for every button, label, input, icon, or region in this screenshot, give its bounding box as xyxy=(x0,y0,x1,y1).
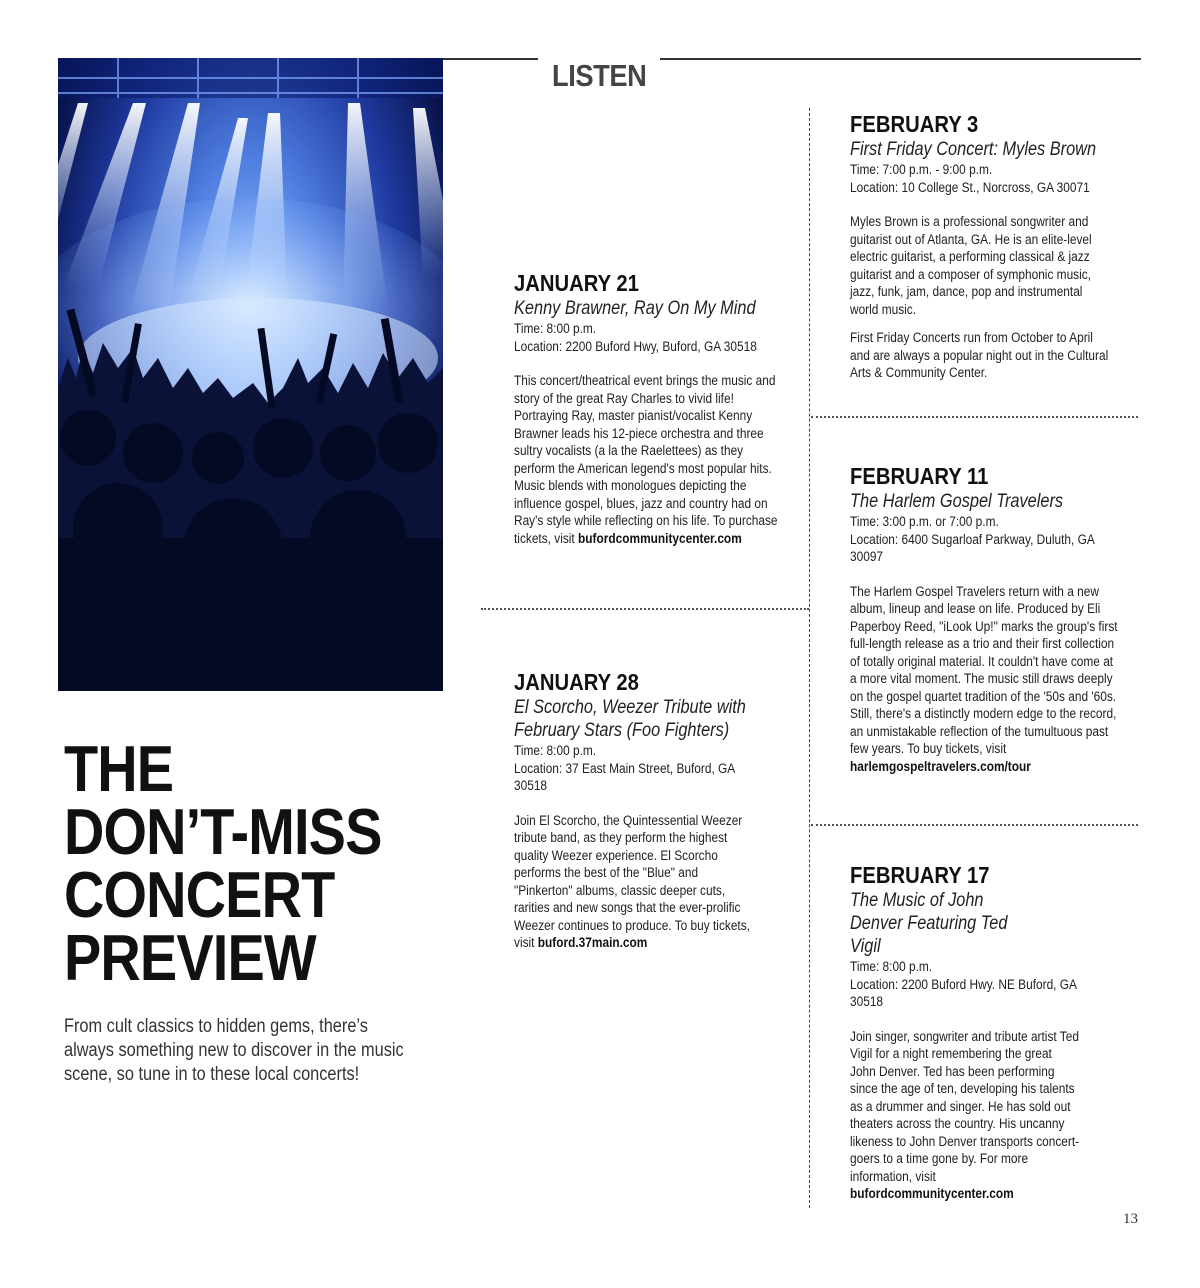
event-title: First Friday Concert: Myles Brown xyxy=(850,139,1097,160)
header-rule-right xyxy=(660,58,1141,60)
event-date: FEBRUARY 17 xyxy=(850,862,990,888)
event-january-21 xyxy=(514,269,804,547)
event-date: JANUARY 28 xyxy=(514,669,639,695)
event-note: First Friday Concerts run from October to April and are always a popular night out in the Cultural Arts & Community Center. xyxy=(850,330,1109,380)
event-link[interactable]: harlemgospeltravelers.com/tour xyxy=(850,758,1031,774)
page-number: 13 xyxy=(1123,1211,1138,1227)
event-description xyxy=(514,372,778,547)
event-divider xyxy=(481,608,809,610)
event-february-3 xyxy=(850,110,1140,382)
event-february-17 xyxy=(850,861,1140,1203)
event-time: Time: 3:00 p.m. or 7:00 p.m. xyxy=(850,514,999,529)
event-location: Location: 10 College St., Norcross, GA 30071 xyxy=(850,179,1090,195)
event-location: Location: 2200 Buford Hwy. NE Buford, GA 30518 xyxy=(850,976,1077,1009)
headline-line: PREVIEW xyxy=(64,921,316,994)
event-description: Myles Brown is a professional songwriter and guitarist out of Atlanta, GA. He is an elite-level electric guitarist, a performing classical & jazz guitarist and a composer of symphonic music, jazz, funk, jam, dance, pop and instrumental world music. xyxy=(850,214,1092,317)
headline-line: THE xyxy=(64,732,174,805)
event-location: Location: 37 East Main Street, Buford, GA 30518 xyxy=(514,760,735,793)
headline-line: DON’T-MISS xyxy=(64,795,382,868)
event-date: FEBRUARY 3 xyxy=(850,111,979,137)
event-february-11 xyxy=(850,462,1140,775)
headline-line: CONCERT xyxy=(64,858,335,931)
event-description xyxy=(850,583,1119,776)
description-text: Join singer, songwriter and tribute artist Ted Vigil for a night remembering the great John Denver. Ted has been performing since the age of ten, developing his talents as a drummer and singer. He has sold out theaters across the country. His uncanny likeness to John Denver transports concert-goers to a time gone by. For more information, visit xyxy=(850,1028,1080,1184)
event-location: Location: 2200 Buford Hwy, Buford, GA 30518 xyxy=(514,338,757,354)
event-date: JANUARY 21 xyxy=(514,270,639,296)
event-january-28 xyxy=(514,668,804,952)
description-text: The Harlem Gospel Travelers return with a new album, lineup and lease on life. Produced by Eli Paperboy Reed, "iLook Up!" marks the group's first full-length release as a trio and their first collection of totally original material. It couldn't have come at a more vital moment. The music still draws deeply on the gospel quartet tradition of the '50s and '60s. Still, there's a distinctly modern edge to the record, an unmistakable reflection of the tumultuous past few years. To buy tickets, visit xyxy=(850,583,1118,756)
feature-headline xyxy=(64,732,391,994)
event-link[interactable]: bufordcommunitycenter.com xyxy=(578,530,742,546)
section-label: LISTEN xyxy=(552,58,647,93)
event-title: El Scorcho, Weezer Tribute with February Stars (Foo Fighters) xyxy=(514,697,746,741)
event-time: Time: 8:00 p.m. xyxy=(514,743,597,758)
event-link[interactable]: buford.37main.com xyxy=(537,935,648,950)
event-time: Time: 8:00 p.m. xyxy=(514,321,597,336)
event-date: FEBRUARY 11 xyxy=(850,463,989,489)
column-divider xyxy=(809,108,810,1208)
event-time: Time: 7:00 p.m. - 9:00 p.m. xyxy=(850,162,993,177)
event-link[interactable]: bufordcommunitycenter.com xyxy=(850,1186,1014,1201)
feature-intro: From cult classics to hidden gems, there’s always something new to discover in the music scene, so tune in to these local concerts! xyxy=(64,1016,404,1085)
event-divider xyxy=(811,416,1138,418)
event-time: Time: 8:00 p.m. xyxy=(850,959,933,974)
description-text: This concert/theatrical event brings the music and story of the great Ray Charles to vivid life! Portraying Ray, master pianist/vocalist Kenny Brawner leads his 12-piece orchestra and three sultry vocalists (a la the Raelettees) as they perform the American legend's most popular hits. Music blends with monologues depicting the influence gospel, blues, jazz and country had on Ray's style while reflecting on his life. To purchase tickets, visit xyxy=(514,373,778,546)
event-location: Location: 6400 Sugarloaf Parkway, Duluth, GA 30097 xyxy=(850,531,1095,564)
event-description xyxy=(850,1028,1081,1203)
event-title: Kenny Brawner, Ray On My Mind xyxy=(514,298,756,319)
description-text: Join El Scorcho, the Quintessential Weezer tribute band, as they perform the highest quality Weezer experience. El Scorcho performs the best of the "Blue" and "Pinkerton" albums, classic deeper cuts, rarities and new songs that the ever-prolific Weezer continues to produce. To buy tickets, visit xyxy=(514,812,750,950)
event-title: The Music of John Denver Featuring Ted Vigil xyxy=(850,890,1008,957)
concert-photo xyxy=(58,58,443,691)
event-title: The Harlem Gospel Travelers xyxy=(850,491,1064,512)
event-divider xyxy=(811,824,1138,826)
event-description xyxy=(514,812,756,952)
